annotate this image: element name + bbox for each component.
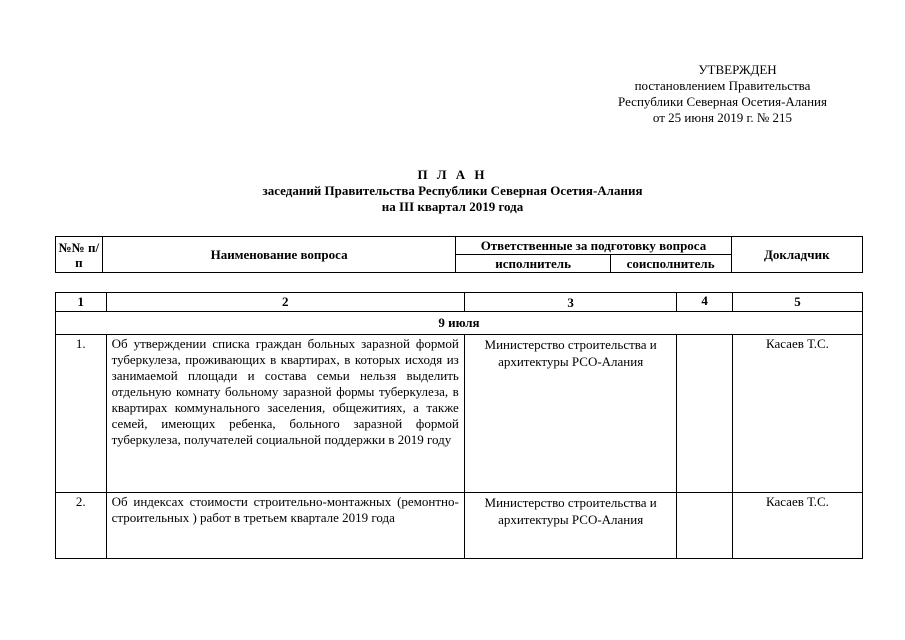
column-number: 1 — [56, 293, 107, 312]
header-responsible: Ответственные за подготовку вопроса — [456, 237, 731, 255]
row-coexecutor — [677, 493, 732, 559]
row-coexecutor — [677, 335, 732, 493]
title-period: на III квартал 2019 года — [381, 199, 524, 214]
header-executor: исполнитель — [456, 255, 610, 273]
plan-table — [55, 292, 863, 559]
row-number: 2. — [56, 493, 107, 559]
row-reporter: Касаев Т.С. — [732, 493, 862, 559]
row-reporter: Касаев Т.С. — [732, 335, 862, 493]
row-executor: Министерство строительства и архитектуры РСО-Алания — [464, 335, 677, 493]
header-table — [55, 236, 863, 273]
approval-government: Республики Северная Осетия-Алания — [618, 94, 827, 109]
header-coexecutor: соисполнитель — [610, 255, 731, 273]
header-reporter: Докладчик — [731, 237, 863, 273]
table-row — [56, 335, 863, 493]
row-number: 1. — [56, 335, 107, 493]
column-number: 2 — [106, 293, 464, 312]
column-number: 3 — [464, 293, 677, 312]
header-num: №№ п/п — [56, 237, 103, 273]
column-numbers-row — [56, 293, 863, 312]
column-number: 5 — [732, 293, 862, 312]
title-plan: П Л А Н — [417, 167, 488, 182]
date-group-row — [56, 312, 863, 335]
row-question: Об утверждении списка граждан больных заразной формой туберкулеза, проживающих в квартирах, в которых исходя из занимаемой площади и состава семьи нельзя выделить отдельную комнату больному заразной формы туберкулеза, в квартирах коммунального заселения, общежитиях, а также семей, имеющих ребенка, больного заразной формой туберкулеза, получателей социальной поддержки в 2019 году — [106, 335, 464, 493]
table-row — [56, 493, 863, 559]
title-subject: заседаний Правительства Республики Северная Осетия-Алания — [262, 183, 643, 198]
approval-stamp — [590, 62, 855, 126]
approval-decree: постановлением Правительства — [634, 78, 811, 93]
approval-date: от 25 июня 2019 г. № 215 — [652, 110, 793, 125]
document-title — [0, 167, 905, 215]
header-name: Наименование вопроса — [102, 237, 456, 273]
approval-heading: УТВЕРЖДЕН — [698, 62, 777, 77]
date-group: 9 июля — [56, 312, 863, 335]
column-number: 4 — [677, 293, 732, 312]
row-question: Об индексах стоимости строительно-монтажных (ремонтно-строительных ) работ в третьем квартале 2019 года — [106, 493, 464, 559]
row-executor: Министерство строительства и архитектуры РСО-Алания — [464, 493, 677, 559]
